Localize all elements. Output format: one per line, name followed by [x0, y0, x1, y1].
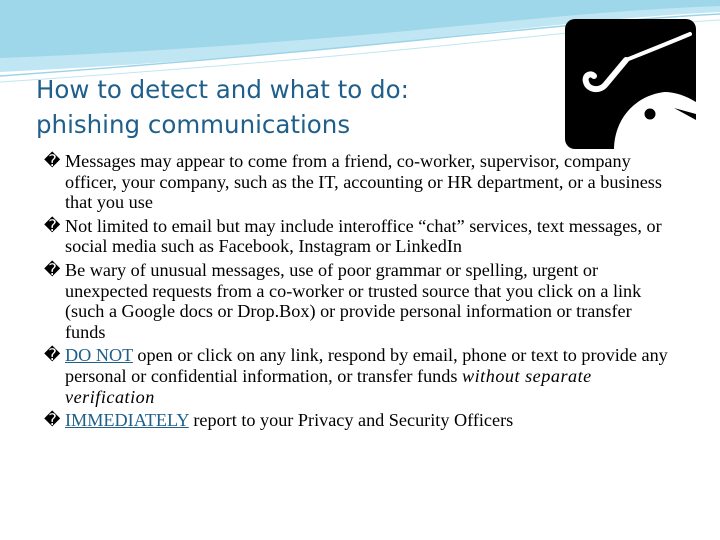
bullet-item — [44, 345, 676, 407]
bullet-text: Be wary of unusual messages, use of poor grammar or spelling, urgent or unexpected requests from a co-worker or trusted source that you click on a link (such a Google docs or Drop.Box) or provide personal information or transfer funds — [65, 259, 642, 342]
emphasis-immediately: IMMEDIATELY — [65, 410, 189, 431]
bullet-text: report to your Privacy and Security Officers — [188, 410, 514, 431]
bullet-marker-icon: � — [44, 215, 61, 235]
bullet-marker-icon: � — [44, 345, 61, 365]
bullet-marker-icon: � — [44, 151, 61, 170]
bullet-text: Messages may appear to come from a friend, co-worker, supervisor, company officer, your company, such as the IT, accounting or HR department, or a business that you use — [65, 151, 662, 213]
emphasis-italic: without separate verification — [65, 365, 592, 407]
bullet-text: open or click on any link, respond by email, phone or text to provide any personal or confidential information, or transfer funds — [65, 345, 668, 386]
bullet-item — [44, 216, 676, 257]
emphasis-do-not: DO NOT — [65, 345, 133, 366]
bullet-marker-icon: � — [44, 410, 61, 430]
slide-title — [36, 72, 556, 142]
bullet-text: Not limited to email but may include interoffice “chat” services, text messages, or social media such as Facebook, Instagram or LinkedIn — [65, 215, 662, 257]
bullet-list — [44, 151, 676, 434]
title-line-2: phishing communications — [36, 110, 351, 139]
fish-hook-icon — [564, 18, 697, 150]
bullet-item — [44, 410, 676, 431]
bullet-marker-icon: � — [44, 259, 61, 279]
bullet-item — [44, 260, 676, 342]
title-line-1: How to detect and what to do: — [36, 75, 409, 104]
bullet-item — [44, 151, 676, 213]
